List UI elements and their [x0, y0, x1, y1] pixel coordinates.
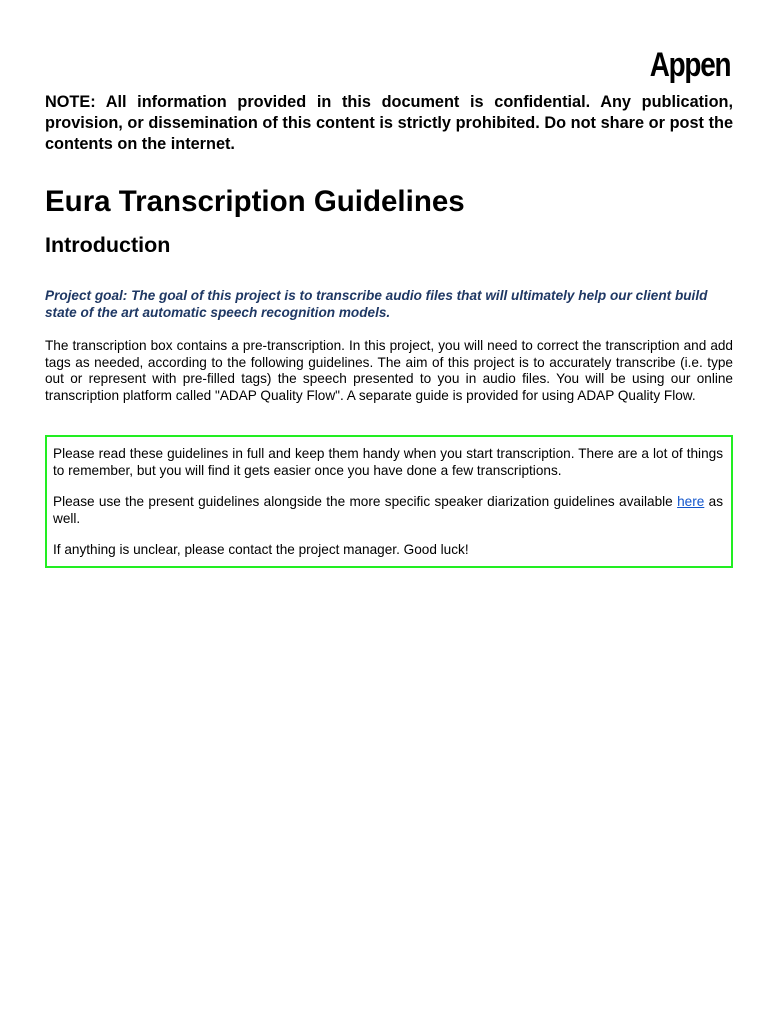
callout-paragraph-diarization-suffix: as well. — [53, 494, 724, 526]
document-title: Eura Transcription Guidelines — [45, 185, 465, 218]
callout-paragraph-contact: If anything is unclear, please contact the project manager. Good luck! — [53, 542, 469, 557]
diarization-guidelines-link[interactable]: here — [677, 494, 705, 509]
callout-paragraph-diarization-text: Please use the present guidelines alongside the more specific speaker diarization guidelines available — [53, 494, 673, 509]
callout-paragraph-read-guidelines: Please read these guidelines in full and keep them handy when you start transcription. There are a lot of things to remember, but you will find it gets easier once you have done a few transcriptions. — [53, 446, 723, 478]
project-goal: Project goal: The goal of this project is to transcribe audio files that will ultimately help our client build state of the art automatic speech recognition models. — [45, 288, 708, 320]
document-content — [45, 92, 733, 568]
callout-paragraph-diarization — [53, 494, 723, 527]
appen-logo: Appen — [649, 46, 730, 84]
guidelines-callout-box — [45, 435, 733, 568]
section-heading-introduction: Introduction — [45, 233, 171, 257]
intro-paragraph: The transcription box contains a pre-transcription. In this project, you will need to correct the transcription and add tags as needed, according to the following guidelines. The aim of this project is to accurately transcribe (i.e. type out or represent with pre-filled tags) the speech presented to you in audio files. You will be using our online transcription platform called "ADAP Quality Flow". A separate guide is provided for using ADAP Quality Flow. — [45, 338, 733, 403]
confidentiality-note: NOTE: All information provided in this document is confidential. Any publication, provision, or dissemination of this content is strictly prohibited. Do not share or post the contents on the internet. — [45, 93, 733, 153]
